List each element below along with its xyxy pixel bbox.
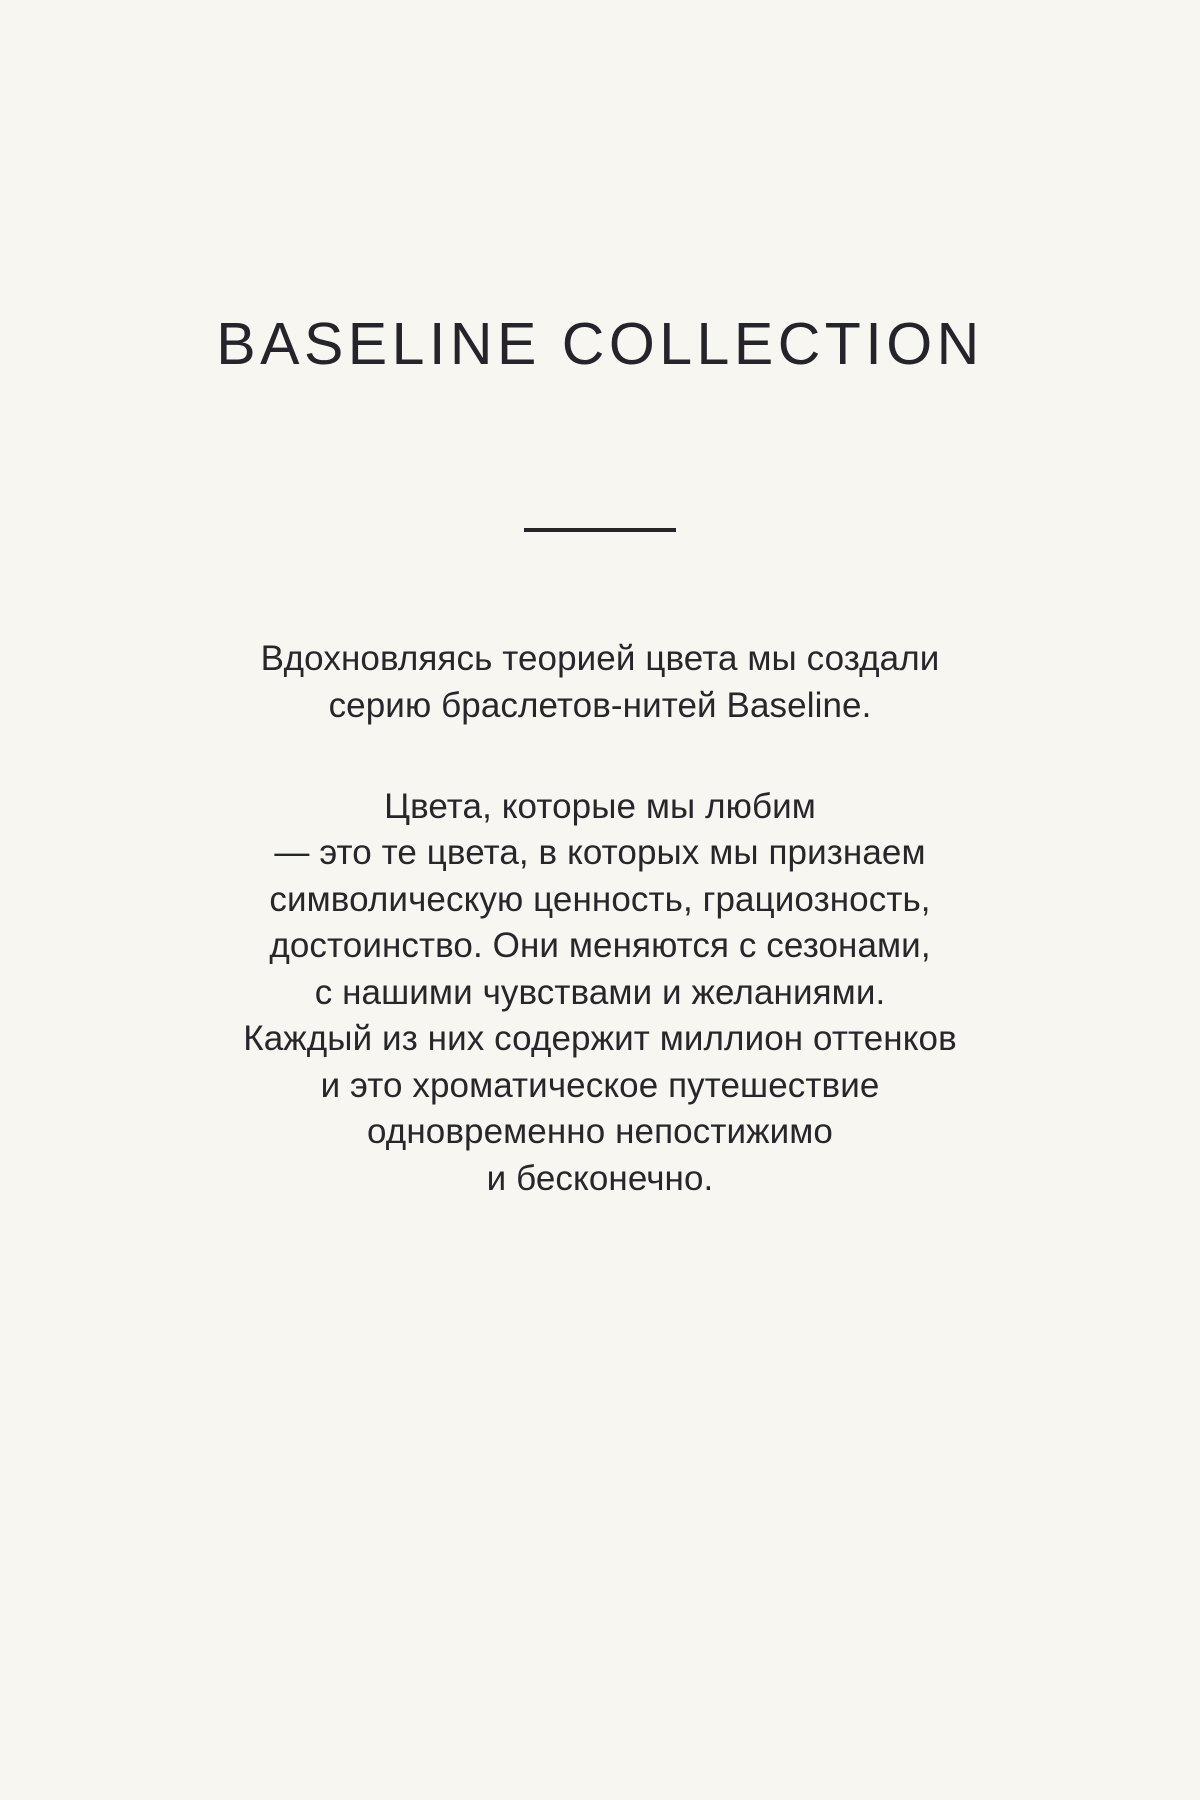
paragraph-colors: Цвета, которые мы любим — это те цвета, в которых мы признаем символическую ценность, грациозность, достоинство. Они меняются с сезонами, с нашими чувствами и желаниями. Каждый из них содержит миллион оттенков и это хроматическое путешествие одновременно непостижимо и бесконечно. — [243, 786, 957, 1198]
paragraph-intro: Вдохновляясь теорией цвета мы создали серию браслетов-нитей Baseline. — [260, 639, 940, 725]
title-divider — [524, 528, 676, 532]
body-copy — [100, 636, 1100, 1202]
page-title: BASELINE COLLECTION — [216, 311, 984, 377]
